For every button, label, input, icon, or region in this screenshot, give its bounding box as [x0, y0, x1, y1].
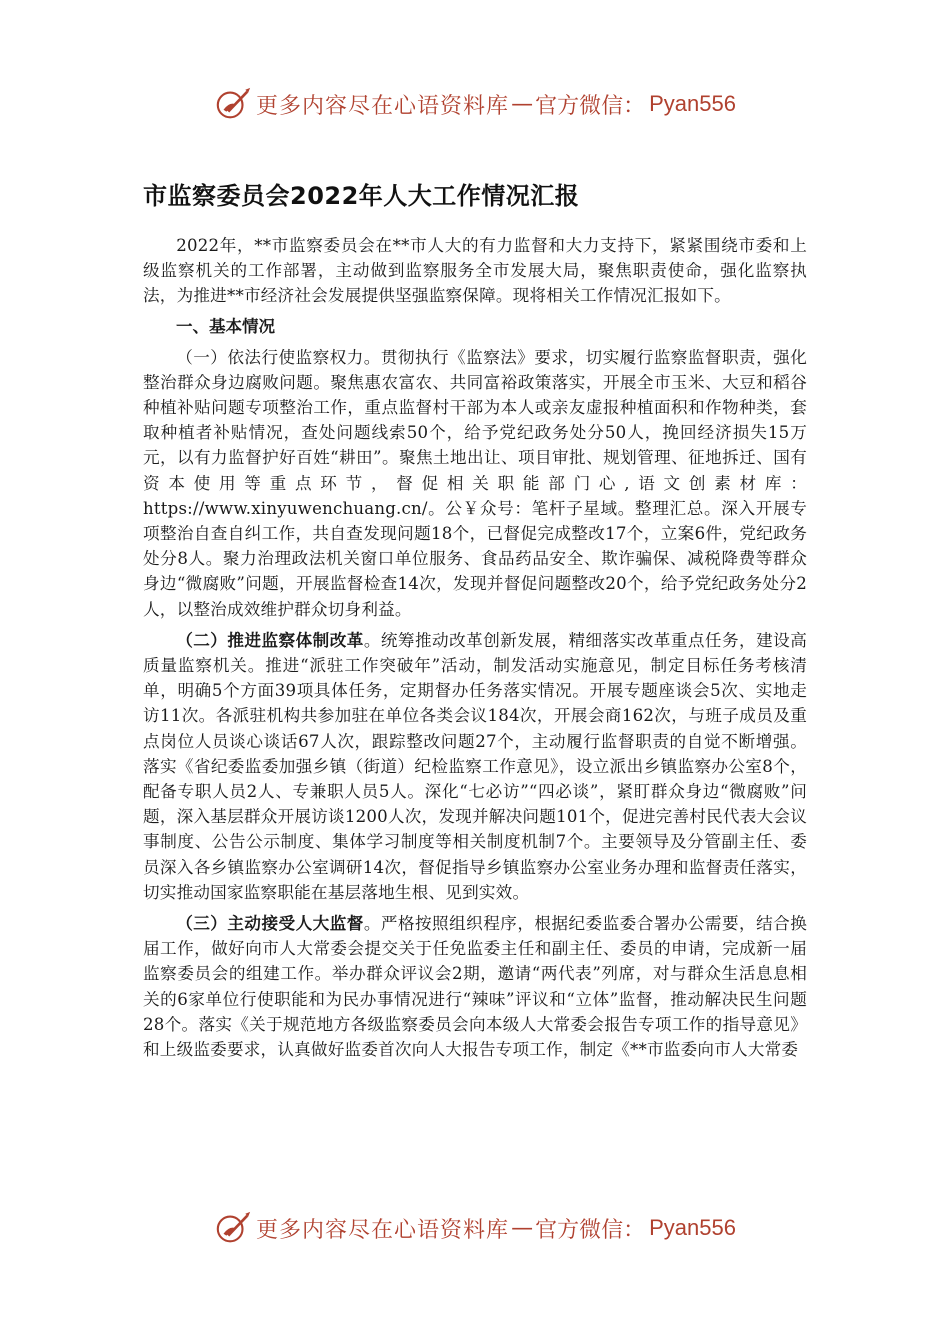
paragraph-1	[143, 345, 807, 622]
pen-logo-icon	[214, 1209, 252, 1247]
document-title: 市监察委员会2022年人大工作情况汇报	[143, 182, 580, 210]
banner-text: 更多内容尽在心语资料库	[256, 1217, 510, 1243]
pen-logo-icon	[214, 85, 252, 123]
paragraph-2-lead: （二）推进监察体制改革	[176, 630, 364, 650]
intro-paragraph: 2022年，**市监察委员会在**市人大的有力监督和大力支持下，紧紧围绕市委和上级监察机关的工作部署，主动做到监察服务全市发展大局，聚焦职责使命，强化监察执法，为推进**市经济社会发展提供坚强监察保障。现将相关工作情况汇报如下。	[143, 236, 807, 306]
paragraph-3-body: 。严格按照组织程序，根据纪委监委合署办公需要，结合换届工作，做好向市人大常委会提交关于任免监委主任和副主任、委员的申请，完成新一届监察委员会的组建工作。举办群众评议会2期，邀请“两代表”列席，对与群众生活息息相关的6家单位行使职能和为民办事情况进行“辣味”评议和“立体”监督，推动解决民生问题28个。落实《关于规范地方各级监察委员会向本级人大常委会报告专项工作的指导意见》和上级监委要求，认真做好监委首次向人大报告专项工作，制定《**市监委向市人大常委	[143, 914, 808, 1060]
banner-wechat-label: 官方微信：	[535, 93, 646, 119]
section-heading: 一、基本情况	[176, 316, 275, 336]
paragraph-1-lead: （一）依法行使监察权力。	[176, 347, 381, 367]
banner-text: 更多内容尽在心语资料库	[256, 93, 510, 119]
banner-wechat-id: Pyan556	[649, 1215, 736, 1240]
footer-banner	[0, 1206, 950, 1250]
banner-dash: —	[511, 91, 534, 117]
banner-wechat-id: Pyan556	[649, 91, 736, 116]
paragraph-3-lead: （三）主动接受人大监督	[176, 914, 364, 934]
banner-wechat-label: 官方微信：	[535, 1217, 646, 1243]
paragraph-1-body: 贯彻执行《监察法》要求，切实履行监察监督职责，强化整治群众身边腐败问题。聚焦惠农富农、共同富裕政策落实，开展全市玉米、大豆和稻谷种植补贴问题专项整治工作，重点监督村干部为本人或亲友虚报种植面积和作物种类，套取种植者补贴情况，查处问题线索50个，给予党纪政务处分50人，挽回经济损失15万元，以有力监督护好百姓“耕田”。聚焦土地出让、项目审批、规划管理、征地拆迁、国有资本使用等重点环节，督促相关职能部门心,语文创素材库：https://www.xinyuwenchuang.cn/。公￥众号：笔杆子星域。整理汇总。深入开展专项整治自查自纠工作，共自查发现问题18个，已督促完成整改17个，立案6件，党纪政务处分8人。聚力治理政法机关窗口单位服务、食品药品安全、欺诈骗保、减税降费等群众身边“微腐败”问题，开展监督检查14次，发现并督促问题整改20个，给予党纪政务处分2人，以整治成效维护群众切身利益。	[143, 347, 807, 619]
paragraph-3	[143, 911, 807, 1062]
banner-dash: —	[511, 1215, 534, 1241]
header-banner	[0, 82, 950, 126]
document-body	[143, 176, 807, 1062]
paragraph-2	[143, 628, 807, 905]
paragraph-2-body: 。统筹推动改革创新发展，精细落实改革重点任务，建设高质量监察机关。推进“派驻工作突破年”活动，制发活动实施意见，制定目标任务考核清单，明确5个方面39项具体任务，定期督办任务落实情况。开展专题座谈会5次、实地走访11次。各派驻机构共参加驻在单位各类会议184次，开展会商162次，与班子成员及重点岗位人员谈心谈话67人次，跟踪整改问题27个，主动履行监督职责的自觉不断增强。落实《省纪委监委加强乡镇（街道）纪检监察工作意见》，设立派出乡镇监察办公室8个，配备专职人员2人、专兼职人员5人。深化“七必访”“四必谈”，紧盯群众身边“微腐败”问题，深入基层群众开展访谈1200人次，发现并解决问题101个，促进完善村民代表大会议事制度、公告公示制度、集体学习制度等相关制度机制7个。主要领导及分管副主任、委员深入各乡镇监察办公室调研14次，督促指导乡镇监察办公室业务办理和监督责任落实，切实推动国家监察职能在基层落地生根、见到实效。	[143, 630, 808, 902]
